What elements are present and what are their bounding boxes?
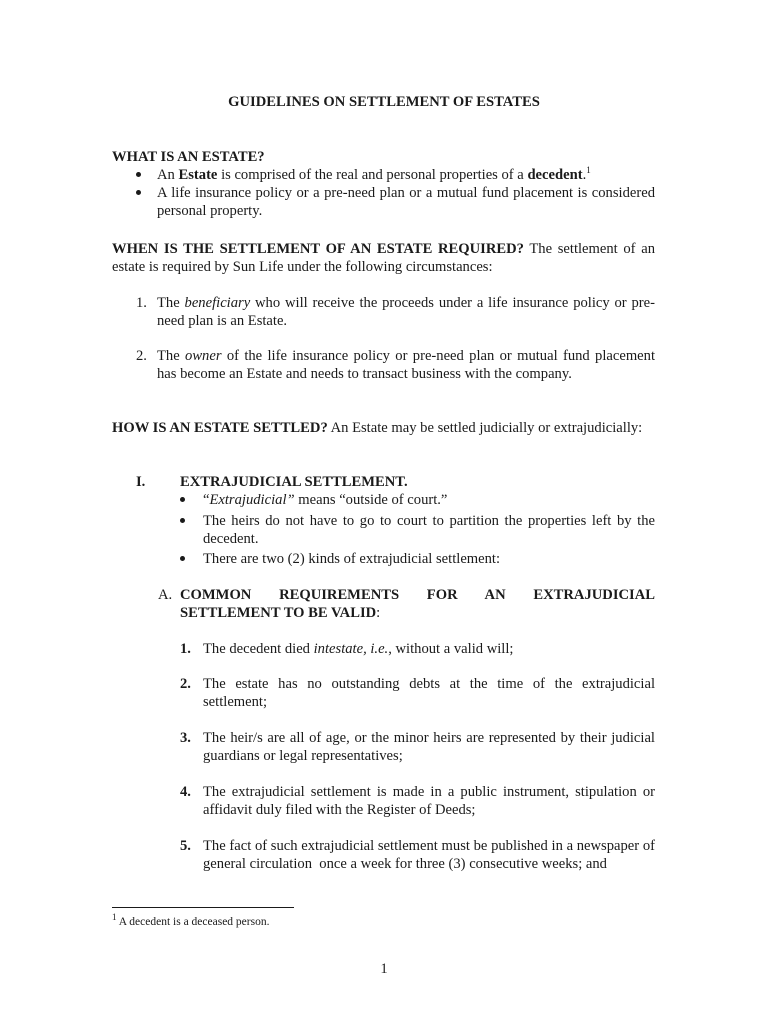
circumstance-item-1: The beneficiary who will receive the proceeds under a life insurance policy or pre-need plan is an Estate.: [157, 295, 655, 329]
bullet-icon: [180, 556, 185, 561]
list-number: 2.: [136, 348, 147, 364]
bullet-icon: [180, 518, 185, 523]
requirement-item-1: The decedent died intestate, i.e., without a valid will;: [203, 641, 514, 657]
section-number: I.: [136, 474, 146, 490]
requirement-number: 1.: [180, 641, 191, 657]
footnote: $^1$ A decedent is a deceased person.: [112, 912, 270, 928]
requirement-number: 2.: [180, 676, 191, 692]
requirement-number: 3.: [180, 730, 191, 746]
bullet-icon: [180, 497, 185, 502]
extrajudicial-heading: EXTRAJUDICIAL SETTLEMENT.: [180, 474, 408, 490]
bullet-icon: [136, 190, 141, 195]
footnote-divider: [112, 907, 294, 908]
requirement-item-5: The fact of such extrajudicial settlement must be published in a newspaper of general circulation once a week for three (3) consecutive weeks; and: [203, 838, 659, 872]
personal-property-bullet: A life insurance policy or a pre-need plan or a mutual fund placement is considered personal property.: [157, 185, 655, 219]
requirement-item-4: The extrajudicial settlement is made in a public instrument, stipulation or affidavit duly filed with the Register of Deeds;: [203, 784, 655, 818]
document-title: GUIDELINES ON SETTLEMENT OF ESTATES: [228, 94, 540, 110]
requirement-item-2: The estate has no outstanding debts at the time of the extrajudicial settlement;: [203, 676, 655, 710]
requirement-number: 4.: [180, 784, 191, 800]
extrajudicial-meaning-bullet: “Extrajudicial” means “outside of court.”: [203, 492, 448, 508]
subsection-letter: A.: [158, 587, 173, 603]
how-settled-paragraph: HOW IS AN ESTATE SETTLED? An Estate may be settled judicially or extrajudicially:: [112, 420, 643, 436]
estate-definition-bullet: An Estate is comprised of the real and personal properties of a decedent.$^1$: [157, 165, 591, 183]
circumstance-item-2: The owner of the life insurance policy or pre-need plan or mutual fund placement has become an Estate and needs to transact business with the company.: [157, 348, 655, 382]
bullet-icon: [136, 172, 141, 177]
requirement-item-3: The heir/s are all of age, or the minor heirs are represented by their judicial guardians or legal representatives;: [203, 730, 655, 764]
heirs-no-court-bullet: The heirs do not have to go to court to partition the properties left by the decedent.: [203, 513, 655, 547]
list-number: 1.: [136, 295, 147, 311]
requirement-number: 5.: [180, 838, 191, 854]
two-kinds-bullet: There are two (2) kinds of extrajudicial settlement:: [203, 551, 501, 567]
heading-what-is-estate: WHAT IS AN ESTATE?: [112, 149, 265, 165]
settlement-required-paragraph: WHEN IS THE SETTLEMENT OF AN ESTATE REQUIRED? The settlement of an estate is required by Sun Life under the following circumstances:: [112, 241, 655, 275]
page-number: 1: [380, 961, 388, 977]
common-requirements-heading: COMMON REQUIREMENTS FOR AN EXTRAJUDICIAL SETTLEMENT TO BE VALID:: [180, 587, 655, 621]
